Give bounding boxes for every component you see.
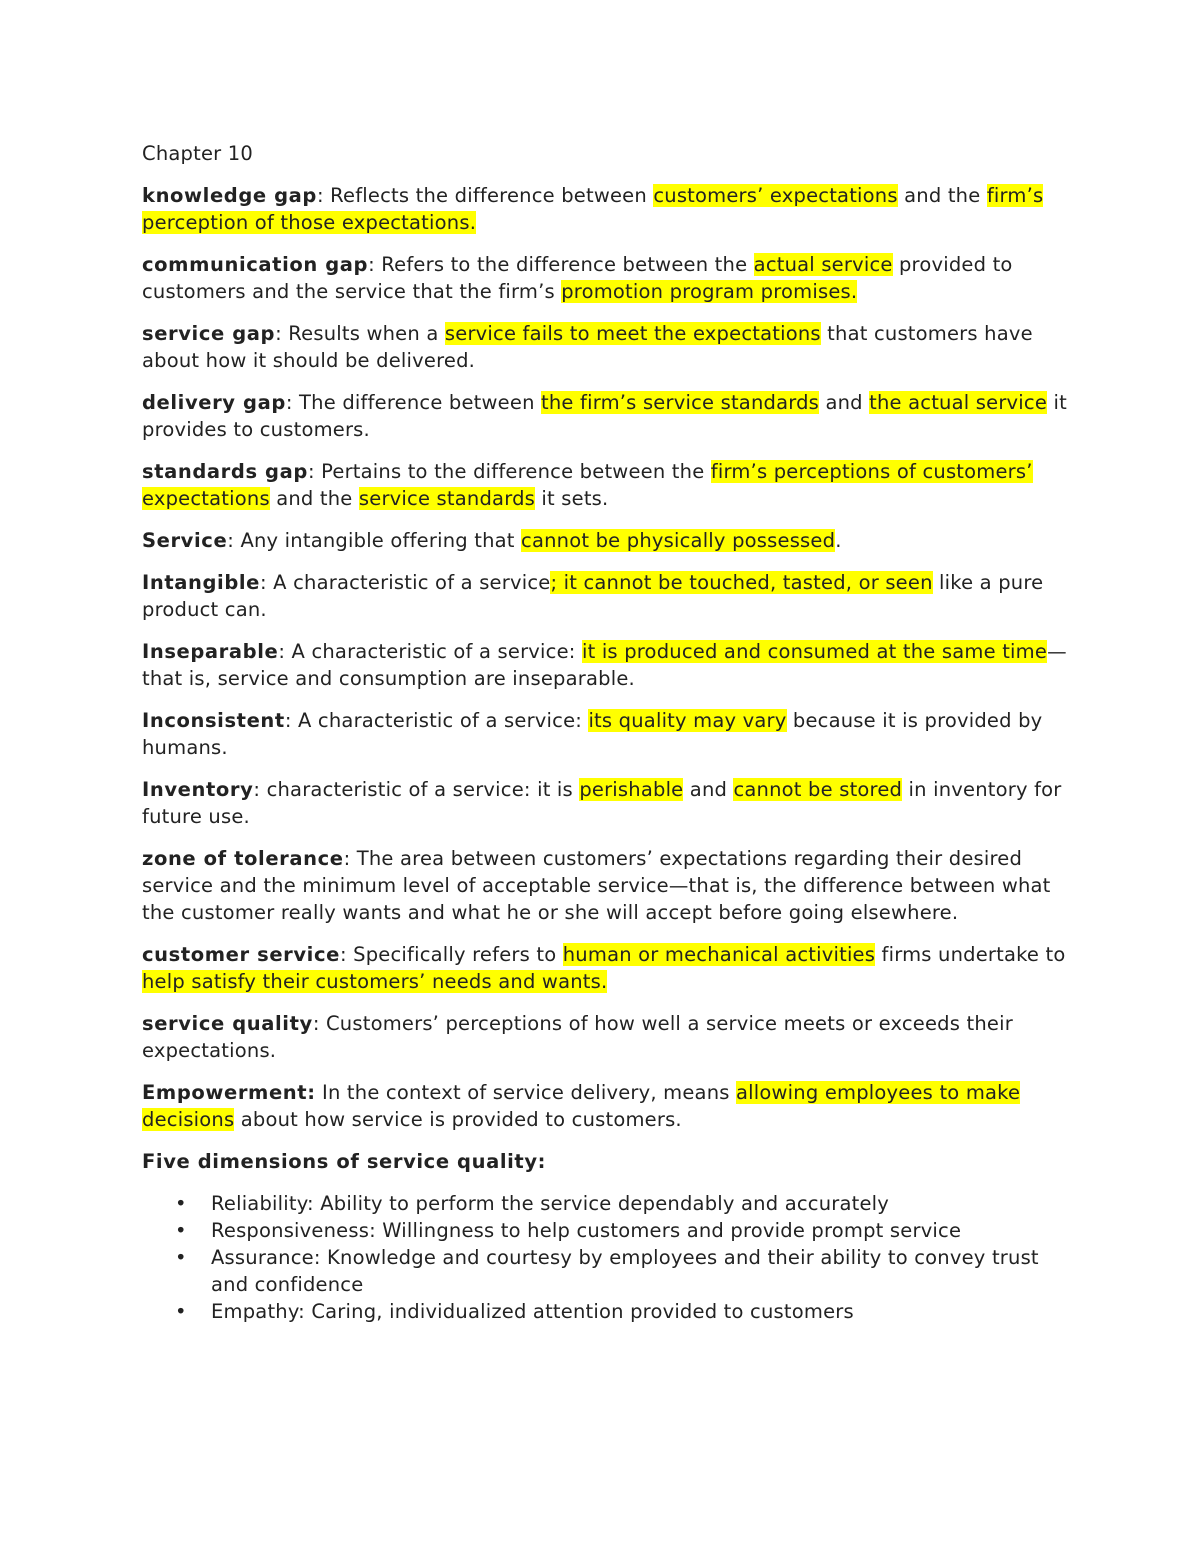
definition-term: zone of tolerance [142, 847, 344, 870]
definition-term: Inseparable [142, 640, 279, 663]
definition-text: In the context of service delivery, means [315, 1081, 737, 1104]
dimension-text: Reliability: Ability to perform the service dependably and accurately [211, 1192, 890, 1215]
dimension-item [175, 1217, 1072, 1244]
highlighted-text: cannot be stored [733, 778, 903, 801]
definition-entry [142, 1079, 1072, 1133]
definition-text: : The area between customers’ expectations regarding their desired service and the minimum level of acceptable service—that is, the difference between what the customer really wants and what he or she will accept before going elsewhere. [142, 847, 1051, 924]
highlighted-text: it is produced and consumed at the same time [581, 640, 1048, 663]
definition-term: Inventory [142, 778, 254, 801]
bullet-icon: • [175, 1300, 187, 1323]
highlighted-text: help satisfy their customers’ needs and wants. [142, 970, 608, 993]
highlighted-text: the firm’s service standards [541, 391, 820, 414]
definition-term: customer service [142, 943, 340, 966]
definition-entry [142, 707, 1072, 761]
definition-text: : A characteristic of a service: [278, 640, 582, 663]
highlighted-text: the actual service [869, 391, 1048, 414]
definition-text: like a pure product can. [142, 571, 1044, 621]
definition-term: communication gap [142, 253, 369, 276]
definition-text: and the [897, 184, 987, 207]
highlighted-text: ; it cannot be touched, tasted, or seen [550, 571, 933, 594]
highlighted-text: firm’s perception of those expectations. [142, 184, 1044, 234]
highlighted-text: perishable [579, 778, 684, 801]
definition-entry [142, 389, 1072, 443]
highlighted-text: allowing employees to make decisions [142, 1081, 1021, 1131]
definition-text: about how service is provided to customers. [234, 1108, 682, 1131]
definition-entry [142, 569, 1072, 623]
chapter-title: Chapter 10 [142, 142, 253, 165]
highlighted-text: actual service [753, 253, 893, 276]
dimensions-heading: Five dimensions of service quality: [142, 1150, 547, 1173]
definition-entry [142, 251, 1072, 305]
definition-entry [142, 182, 1072, 236]
dimension-text: Assurance: Knowledge and courtesy by employees and their ability to convey trust and confidence [211, 1246, 1039, 1296]
definition-text: —that is, service and consumption are inseparable. [142, 640, 1067, 690]
definition-text: provided to customers and the service that the firm’s [142, 253, 1013, 303]
definition-term: delivery gap [142, 391, 286, 414]
definition-text: : Results when a [275, 322, 445, 345]
bullet-icon: • [175, 1192, 187, 1215]
highlighted-text: customers’ expectations [653, 184, 898, 207]
definition-text: : The difference between [285, 391, 542, 414]
definition-entry [142, 1010, 1072, 1064]
definition-term: Intangible [142, 571, 261, 594]
definition-text: in inventory for future use. [142, 778, 1062, 828]
highlighted-text: cannot be physically possessed [521, 529, 836, 552]
definition-text: : Any intangible offering that [227, 529, 522, 552]
definition-text: and [819, 391, 870, 414]
dimension-item [175, 1190, 1072, 1217]
definition-text: : A characteristic of a service [260, 571, 551, 594]
definition-text: firms undertake to [875, 943, 1066, 966]
highlighted-text: human or mechanical activities [562, 943, 876, 966]
definition-text: : Reflects the difference between [316, 184, 654, 207]
definitions-list [142, 182, 1072, 1133]
definition-term: service quality [142, 1012, 313, 1035]
document-page [142, 140, 1072, 1325]
definition-term: Empowerment: [142, 1081, 316, 1104]
definition-text: it sets. [535, 487, 609, 510]
definition-entry [142, 845, 1072, 926]
definition-text: because it is provided by humans. [142, 709, 1043, 759]
definition-term: Service [142, 529, 228, 552]
highlighted-text: service standards [358, 487, 536, 510]
dimension-item [175, 1244, 1072, 1298]
definition-entry [142, 776, 1072, 830]
definition-entry [142, 458, 1072, 512]
bullet-icon: • [175, 1246, 187, 1269]
dimension-text: Responsiveness: Willingness to help customers and provide prompt service [211, 1219, 962, 1242]
dimension-text: Empathy: Caring, individualized attention provided to customers [211, 1300, 854, 1323]
definition-entry [142, 320, 1072, 374]
definition-text: and [683, 778, 734, 801]
definition-text: : Specifically refers to [339, 943, 563, 966]
definition-term: Inconsistent [142, 709, 285, 732]
definition-term: knowledge gap [142, 184, 317, 207]
definition-text: it provides to customers. [142, 391, 1067, 441]
dimensions-list [142, 1190, 1072, 1325]
definition-text: : Pertains to the difference between the [307, 460, 711, 483]
bullet-icon: • [175, 1219, 187, 1242]
definition-entry [142, 638, 1072, 692]
definition-text: that customers have about how it should be delivered. [142, 322, 1033, 372]
definition-text: : characteristic of a service: it is [253, 778, 580, 801]
definition-text: : Refers to the difference between the [368, 253, 754, 276]
highlighted-text: promotion program promises. [561, 280, 858, 303]
definition-text: and the [269, 487, 359, 510]
definition-text: : A characteristic of a service: [284, 709, 589, 732]
dimension-item [175, 1298, 1072, 1325]
definition-text: . [835, 529, 842, 552]
definition-entry [142, 527, 1072, 554]
highlighted-text: firm’s perceptions of customers’ expectations [142, 460, 1033, 510]
highlighted-text: service fails to meet the expectations [444, 322, 821, 345]
definition-term: service gap [142, 322, 276, 345]
definition-text: : Customers’ perceptions of how well a service meets or exceeds their expectations. [142, 1012, 1013, 1062]
highlighted-text: its quality may vary [588, 709, 787, 732]
definition-entry [142, 941, 1072, 995]
definition-term: standards gap [142, 460, 308, 483]
